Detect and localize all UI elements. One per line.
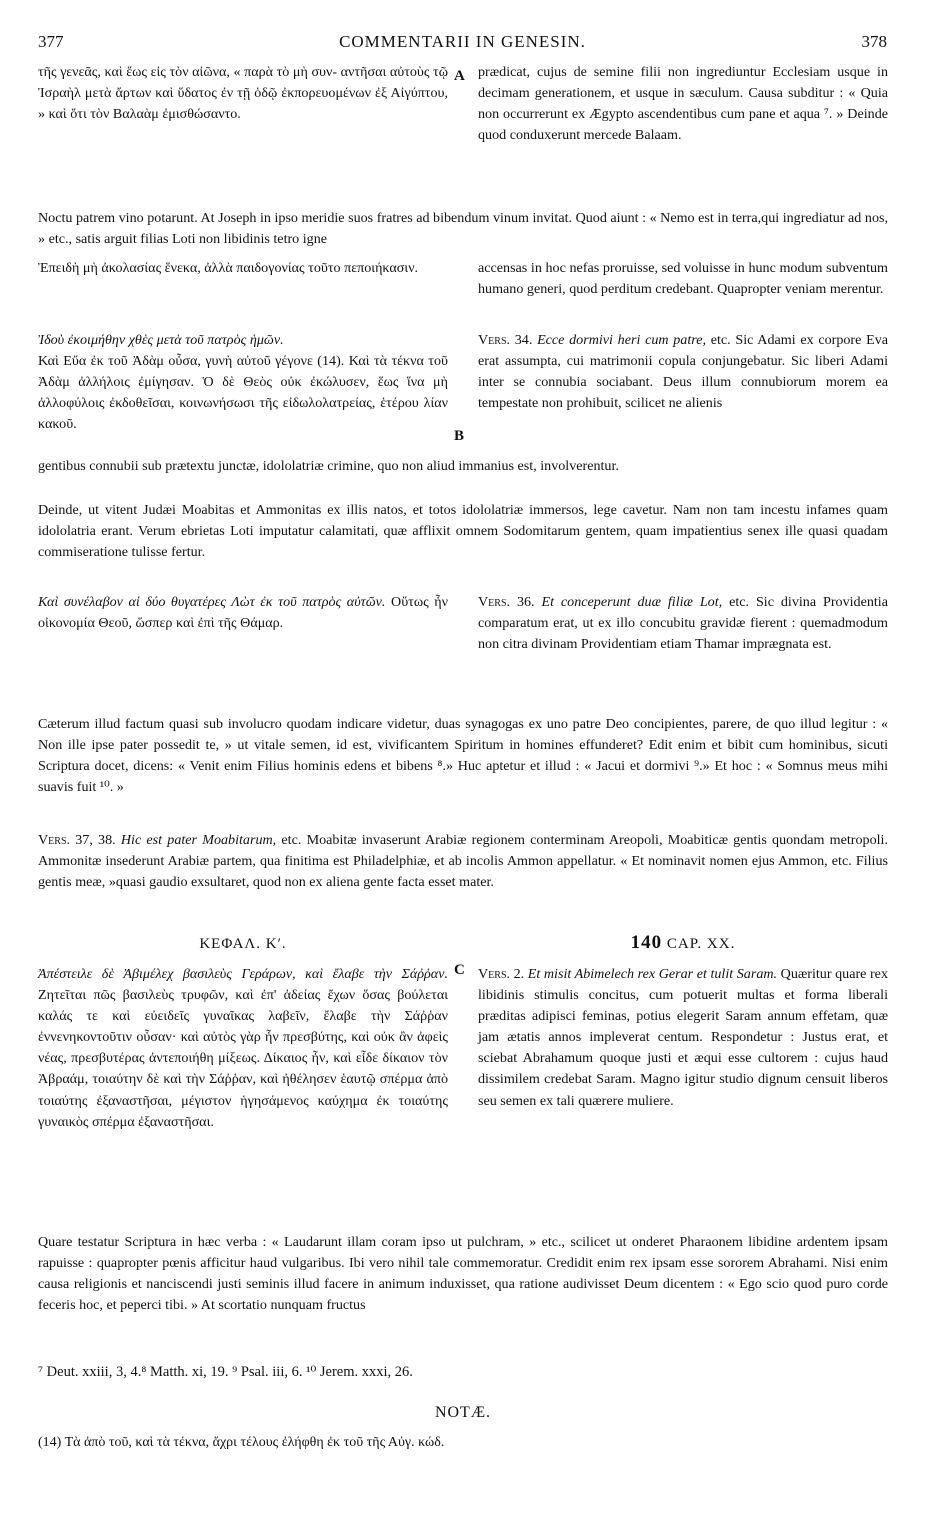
full-width-paragraph: gentibus connubii sub prætextu junctæ, idololatriæ crimine, quo non aliud immanius est, involverentur. (38, 458, 619, 474)
footnotes: ⁷ Deut. xxiii, 3, 4.⁸ Matth. xi, 19. ⁹ Psal. iii, 6. ¹⁰ Jerem. xxxi, 26. (38, 1364, 413, 1380)
greek-column-block (38, 330, 448, 435)
verse-reference: Vers. 37, 38. (38, 832, 116, 848)
greek-column-block (38, 592, 448, 634)
full-width-paragraph: Deinde, ut vitent Judæi Moabitas et Ammonitas ex illis natos, et totos idololatriæ immersos, lege cavetur. Nam non tam incestu infames quam idololatria erant. Verum ebrietas Loti imputatur calamitati, quæ afflixit omnem Sodomitarum gentem, quam impatientius senex ille quasi quadam commiseratione tulisse fertur. (38, 502, 888, 561)
running-header (38, 32, 887, 56)
latin-lemma: Et conceperunt duæ filiæ Lot, (541, 594, 723, 610)
latin-column-block (478, 964, 888, 1112)
full-width-paragraph (38, 830, 888, 893)
greek-column-block: Ἐπειδὴ μὴ ἀκολασίας ἕνεκα, ἀλλὰ παιδογονίας τοῦτο πεποιήκασιν. (38, 260, 419, 276)
latin-commentary: etc. Sic Adami ex corpore Eva erat assumpta, cui matrimonii copula conjungebatur. Sic liberi Adami inter se connubia sociabant. Deus illum connubiorum morem ea tempestate non prohibuit, scilicet ne alienis (478, 332, 888, 412)
latin-commentary: etc. Moabitæ invaserunt Arabiæ regionem conterminam Areopoli, Moabiticæ gentis quondam metropoli. Ammonitæ insederunt Arabiæ partem, qua finitima est Philadelphiæ, et ab incolis Ammon appellatur. « Et nominavit nomen ejus Ammon, etc. Filius gentis meæ, »quasi gaudio exsultaret, quod non ex aliena gente facta esset mater. (38, 832, 888, 891)
greek-commentary: Ζητεῖται πῶς βασιλεὺς τρυφῶν, καὶ ἐπ' ἀδείας ἔχων ὅσας βούλεται καλάς τε καὶ εὐειδεῖς γυναῖκας λαβεῖν, ἔλαβε τὴν Σάῤῥαν ἐννενηκοντοῦτιν οὖσαν· καὶ αὐτὸς γὰρ ἦν πρεσβύτης, καὶ οὐκ ἂν ἀφεὶς νέας, πρεσβυτέρας ἀντεποιήθη μίξεως. Δίκαιος ἦν, καὶ εἶδε δίκαιον τὸν Ἀβραάμ, τοιαύτην δὲ καὶ τὴν Σάῤῥαν, καὶ ἠθέλησεν ἑαυτῷ σπέρμα ἀπὸ τοιαύτης ἐξαναστῆσαι, μέγιστον ἡγησάμενος καύχημα ἐκ τοιαύτης γυναικὸς σπέρμα ἐξαναστῆσαι. (38, 987, 448, 1130)
greek-lemma: Καὶ συνέλαβον αἱ δύο θυγατέρες Λὼτ ἐκ τοῦ πατρὸς αὐτῶν. (38, 594, 386, 610)
latin-lemma: Et misit Abimelech rex Gerar et tulit Saram. (527, 966, 778, 982)
latin-column-block (478, 330, 888, 414)
page-number-right: 378 (861, 32, 887, 51)
chapter-title: CAP. XX. (666, 936, 736, 952)
greek-lemma: Ἰδοὺ ἐκοιμήθην χθὲς μετὰ τοῦ πατρὸς ἡμῶν. (38, 332, 284, 348)
verse-reference: Vers. 34. (478, 332, 533, 348)
latin-chapter-heading (478, 932, 888, 954)
margin-letter-a: A (454, 68, 465, 84)
latin-lemma: Hic est pater Moabitarum, (120, 832, 277, 848)
column-number: 140 (630, 932, 663, 953)
greek-column-block: τῆς γενεᾶς, καὶ ἕως εἰς τὸν αἰῶνα, « παρὰ τὸ μὴ συν- αντῆσαι αὐτοὺς τῷ Ἰσραὴλ μετὰ ἄρτων καὶ ὕδατος ἐν τῇ ὁδῷ ἐκπορευομένων ἐξ Αἰγύπτου, » καὶ ὅτι τὸν Βαλαὰμ ἐμισθώσαντο. (38, 64, 448, 123)
latin-commentary: etc. Sic divina Providentia comparatum erat, ut ex illo concubitu gravidæ fierent : quemadmodum non citra divinam Providentiam etiam Thamar imprægnata est. (478, 594, 888, 653)
latin-column-block: prædicat, cujus de semine filii non ingrediuntur Ecclesiam usque in decimam generationem, et usque in sæculum. Causa subditur : « Quia non occurrerunt ex Ægypto ascendentibus cum pane et aqua ⁷. » Deinde quod conduxerunt mercede Balaam. (478, 64, 888, 144)
greek-lemma: Ἀπέστειλε δὲ Ἀβιμέλεχ βασιλεὺς Γεράρων, καὶ ἔλαβε τὴν Σάῤῥαν. (38, 966, 448, 982)
full-width-paragraph: Noctu patrem vino potarunt. At Joseph in ipso meridie suos fratres ad bibendum vinum invitat. Quod aiunt : « Nemo est in terra,qui ingrediatur ad nos, » etc., satis arguit filias Loti non libidinis tetro igne (38, 210, 888, 248)
verse-reference: Vers. 36. (478, 594, 535, 610)
full-width-paragraph: Quare testatur Scriptura in hæc verba : « Laudarunt illam coram ipso ut pulchram, » etc., scilicet ut onderet Pharaonem libidine ardentem ipsam rapuisse : quapropter pœnis afficitur haud vulgaribus. Ibi vero nihil tale commemoratur. Credidit enim rex ipsam esse sororem Abrahami. Nisi enim causa religionis et nanciscendi justi seminis illud facere in animum induxisset, qua ratione audivisset Deum dicentem : « Ego scio quod puro corde feceris hoc, et peperci tibi. » At scortatio nunquam fructus (38, 1234, 888, 1314)
margin-letter-b: B (454, 428, 465, 444)
full-width-paragraph: Cæterum illud factum quasi sub involucro quodam indicare videtur, duas synagogas ex uno patre Deo concipientes, parere, de quo illud legitur : « Non ille ipse pater possedit te, » ut vitale semen, id est, vivificantem Spiritum in homines effunderet? Edit enim et bibit cum hominibus, sicuti Scriptura docet, dicens: « Venit enim Filius hominis edens et bibens ⁸.» Huc aptetur et illud : « Jacui et dormivi ⁹.» Et hoc : « Somnus meus mihi suavis fuit ¹⁰. » (38, 716, 888, 796)
notes-heading: NOTÆ. (434, 1404, 492, 1421)
latin-column-block (478, 592, 888, 655)
latin-column-block: accensas in hoc nefas proruisse, sed voluisse in hunc modum subventum humano generi, quod perditum credebant. Quapropter veniam merentur. (478, 260, 888, 298)
greek-commentary: Οὕτως ἦν οἰκονομία Θεοῦ, ὥσπερ καὶ ἐπὶ τῆς Θάμαρ. (38, 594, 448, 632)
greek-chapter-heading: ΚΕΦΑΛ. Κʹ. (199, 936, 287, 952)
verse-reference: Vers. 2. (478, 966, 525, 982)
page-number-left: 377 (38, 32, 64, 51)
latin-lemma: Ecce dormivi heri cum patre, (537, 332, 707, 348)
running-title: COMMENTARII IN GENESIN. (339, 32, 586, 51)
greek-commentary: Καὶ Εὔα ἐκ τοῦ Ἀδὰμ οὖσα, γυνὴ αὐτοῦ γέγονε (14). Καὶ τὰ τέκνα τοῦ Ἀδὰμ ἀλλήλοις ἐμίγησαν. Ὁ δὲ Θεὸς οὐκ ἐκώλυσεν, ἕως ἵνα μὴ ἀλλοφύλοις ἐκδοθεῖσαι, κοινωνήσωσι τῆς εἰδωλολατρείας, ἑτέρου λίαν κακοῦ. (38, 353, 448, 433)
note-text: (14) Τὰ ἀπὸ τοῦ, καὶ τὰ τέκνα, ἄχρι τέλους ἐλήφθη ἐκ τοῦ τῆς Αὐγ. κώδ. (38, 1435, 445, 1450)
greek-column-block (38, 964, 448, 1133)
latin-commentary: Quæritur quare rex libidinis stimulis concitus, cum potuerit multas et forma liberali præditas adipisci feminas, potius elegerit Saram annum effetam, quæ jam ætatis annos impleverat centum. Respondetur : Justus erat, et sciebat Abrahamum quoque justi et æqui esse cultorem : cujus haud dissimilem credebat Saram. Magno igitur studio dignum censuit liberos seu semen ex tali quærere muliere. (478, 966, 888, 1109)
margin-letter-c: C (454, 962, 465, 978)
